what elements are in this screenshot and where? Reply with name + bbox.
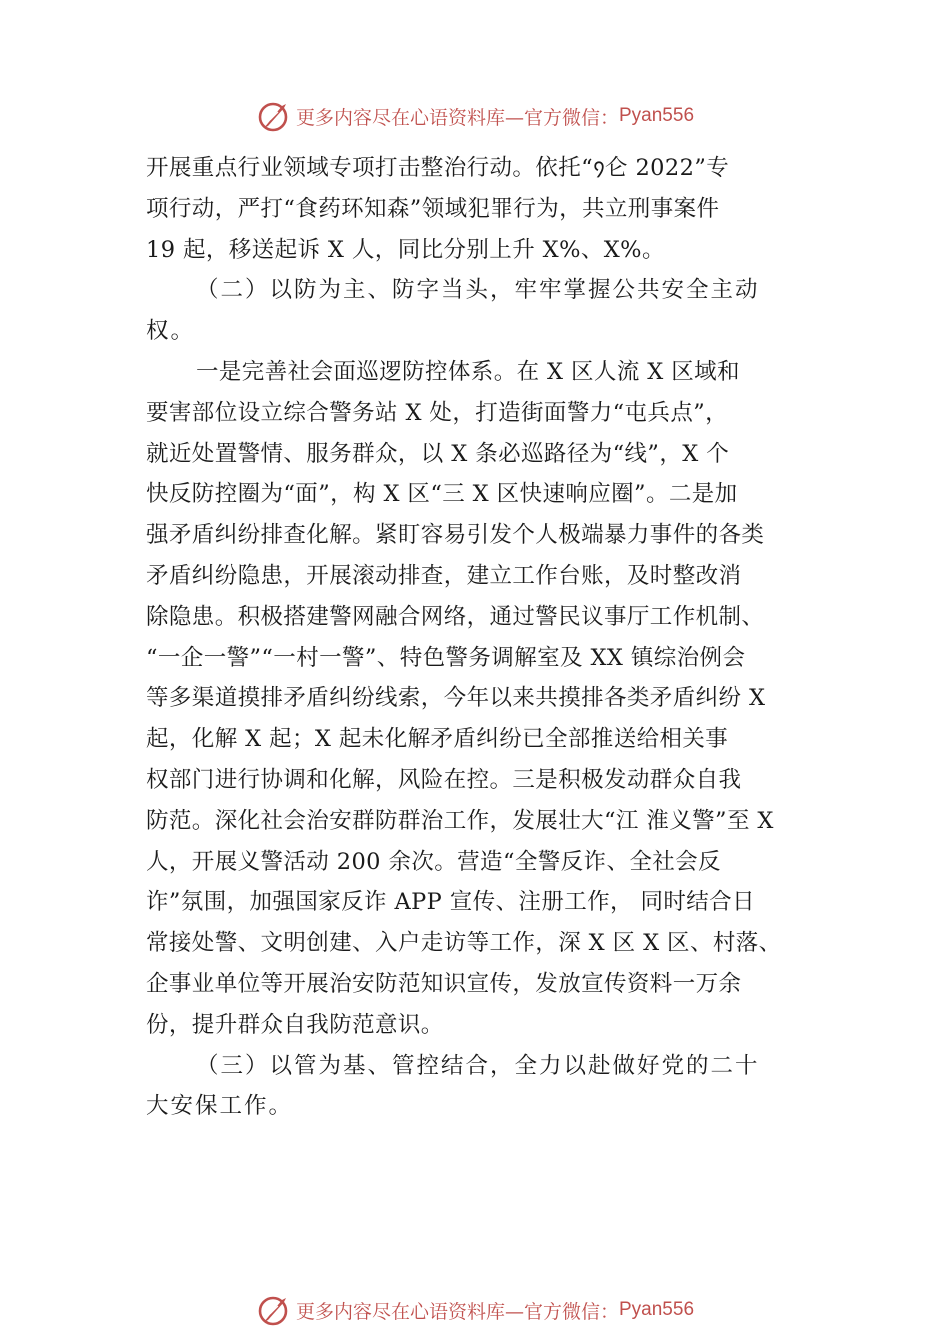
text-line: 起，化解 X 起；X 起未化解矛盾纠纷已全部推送给相关事 [146, 726, 729, 753]
text-line: 强矛盾纠纷排查化解。紧盯容易引发个人极端暴力事件的各类 [146, 522, 765, 549]
paragraph-1 [146, 148, 810, 270]
text-line: 企事业单位等开展治安防范知识宣传，发放宣传资料一万余 [146, 970, 742, 997]
document-body [146, 148, 810, 1127]
heading-line: （三）以管为基、管控结合，全力以赴做好党的二十 [196, 1052, 760, 1079]
text-line: 常接处警、文明创建、入户走访等工作，深 X 区 X 区、村落、 [146, 930, 782, 957]
heading-line: 大安保工作。 [146, 1093, 294, 1120]
text-line: 矛盾纠纷隐患，开展滚动排查，建立工作台账，及时整改消 [146, 562, 742, 589]
section-heading-2 [146, 270, 810, 352]
text-line: 一是完善社会面巡逻防控体系。在 X 区人流 X 区域和 [196, 358, 740, 385]
text-line: 要害部位设立综合警务站 X 处，打造街面警力“屯兵点”， [146, 399, 729, 426]
text-line: 诈”氛围，加强国家反诈 APP 宣传、注册工作， 同时结合日 [146, 889, 755, 916]
text-line: 权部门进行协调和化解，风险在控。三是积极发动群众自我 [146, 766, 742, 793]
text-line: 19 起，移送起诉 X 人，同比分别上升 X%、X%。 [146, 236, 665, 263]
text-line: 份，提升群众自我防范意识。 [146, 1011, 444, 1038]
section-heading-3 [146, 1046, 810, 1128]
heading-line: 权。 [146, 318, 196, 345]
watermark-text: 更多内容尽在心语资料库—官方微信： [295, 106, 619, 129]
text-line: 等多渠道摸排矛盾纠纷线索，今年以来共摸排各类矛盾纠纷 X [146, 685, 766, 712]
watermark-wechat-id: Pyan556 [619, 105, 695, 126]
text-line: 就近处置警情、服务群众，以 X 条必巡路径为“线”，X 个 [146, 440, 730, 467]
text-line: 项行动，严打“食药环知森”领域犯罪行为，共立刑事案件 [146, 195, 720, 222]
text-line: 开展重点行业领域专项打击整治行动。依托“᠀仑 2022”专 [146, 155, 730, 181]
watermark-wechat-id: Pyan556 [619, 1299, 695, 1320]
text-line: 人，开展义警活动 200 余次。营造“全警反诈、全社会反 [146, 848, 721, 875]
feather-pen-icon [256, 1292, 292, 1328]
text-line: 防范。深化社会治安群防群治工作，发展壮大“江 淮义警”至 X [146, 807, 774, 834]
feather-pen-icon [256, 98, 292, 134]
text-line: 快反防控圈为“面”，构 X 区“三 X 区快速响应圈”。二是加 [146, 481, 738, 508]
watermark-text: 更多内容尽在心语资料库—官方微信： [295, 1300, 619, 1323]
text-line: 除隐患。积极搭建警网融合网络，通过警民议事厅工作机制、 [146, 603, 765, 630]
paragraph-2 [146, 352, 810, 1046]
watermark-header [0, 96, 950, 136]
heading-line: （二）以防为主、防字当头，牢牢掌握公共安全主动 [196, 277, 760, 304]
watermark-footer [0, 1290, 950, 1330]
text-line: “一企一警”“一村一警”、特色警务调解室及 XX 镇综治例会 [146, 644, 746, 671]
